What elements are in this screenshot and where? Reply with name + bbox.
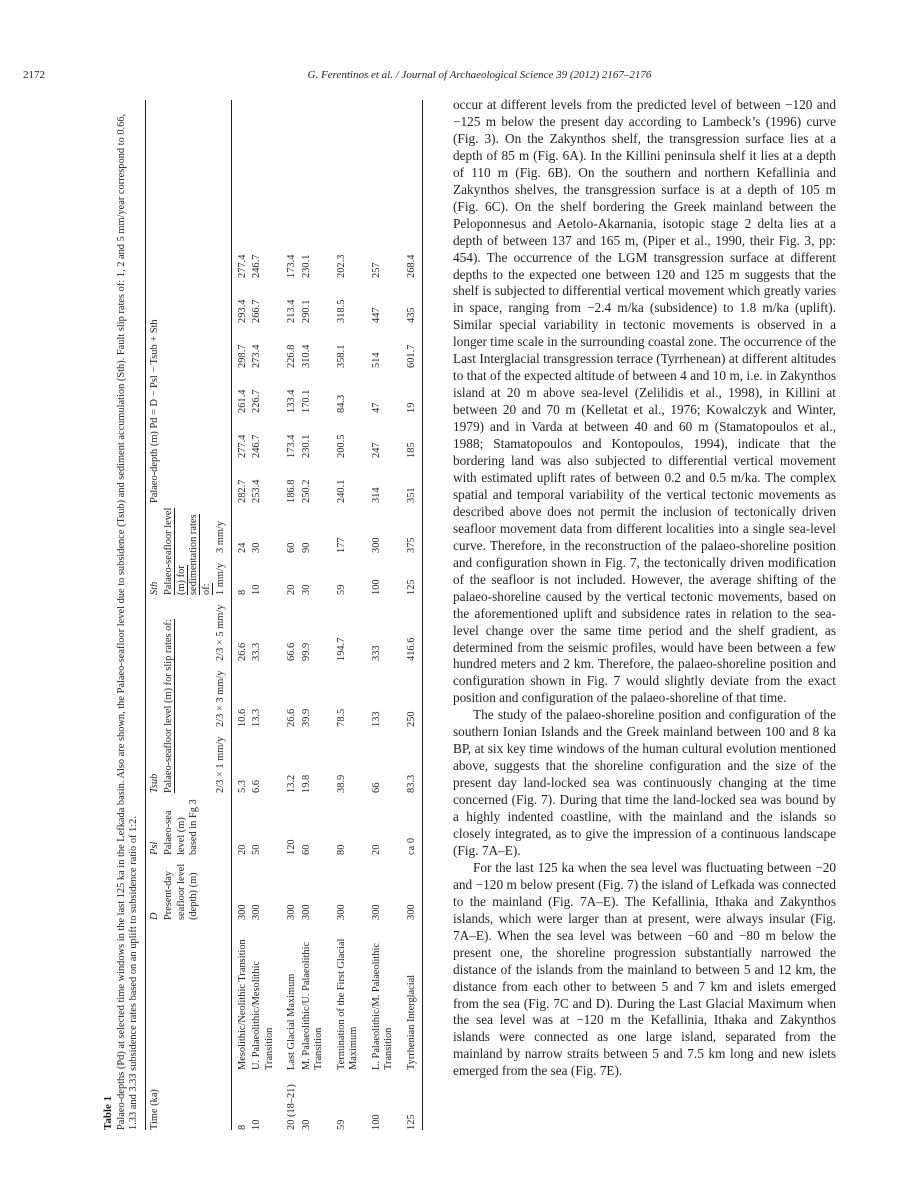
- table-cell-t3: 194.7: [335, 637, 347, 661]
- table-cell-t3: 33.3: [251, 642, 262, 661]
- table-cell-p6: 268.4: [397, 100, 423, 278]
- table-cell-p3: 170.1: [300, 389, 312, 413]
- header-slip-1: 2/3 × 1 mm/y: [214, 727, 231, 793]
- table-cell-p6: 277.4: [236, 254, 248, 278]
- table-cell-p1: 240.1: [335, 479, 347, 503]
- table-cell-s2: 177: [335, 537, 347, 553]
- table-row: [250, 100, 277, 1130]
- table-cell-name: U. Palaeolithic/Mesolithic Transition: [251, 960, 275, 1070]
- table-row: [300, 100, 327, 1130]
- table-cell-D: 300: [286, 904, 297, 920]
- table-cell-t2: 10.6: [236, 708, 248, 727]
- table-cell-p2: 200.5: [335, 434, 347, 458]
- table-cell-time: 30: [300, 1119, 312, 1130]
- table-cell-D: 300: [251, 904, 262, 920]
- table-cell-p3: 226.7: [251, 389, 262, 413]
- table-cell-D: 300: [236, 904, 248, 920]
- data-table: [145, 100, 424, 1130]
- table-cell-s1: 125: [397, 553, 423, 595]
- table-cell-p5: 447: [370, 307, 382, 323]
- table-cell-s1: 20: [286, 584, 297, 595]
- header-present-day: Present-day seafloor level (depth) (m): [163, 863, 199, 920]
- table-cell-time: 100: [370, 1114, 382, 1130]
- table-cell-D: 300: [397, 855, 423, 920]
- table-cell-t1: 13.2: [286, 774, 297, 793]
- table-row: [397, 100, 423, 1130]
- table-cell-p1: 282.7: [236, 479, 248, 503]
- table-caption: Palaeo-depths (Pd) at selected time windows in the last 125 ka in the Lefkada basin. Also are shown, the Palaeo-seafloor level due to subsidence (Tsub) and sediment accumulation (Sth). Fault slip rates of: 1, 2 and 5 mm/year correspond to 0.66, 1.33 and 3.33 subsidence rates based on an uplift to subsidence ratio of 1:2.: [115, 113, 139, 1130]
- header-sed-2: 3 mm/y: [214, 503, 231, 553]
- table-cell-p4: 310.4: [300, 344, 312, 368]
- table-cell-p4: 514: [370, 352, 382, 368]
- table-cell-p5: 435: [397, 278, 423, 323]
- table-cell-Psl: ca 0: [397, 793, 423, 855]
- table-cell-p5: 318.5: [335, 299, 347, 323]
- header-time: Time (ka): [145, 920, 162, 1130]
- table-cell-time: 8: [236, 1124, 248, 1130]
- running-title: G. Ferentinos et al. / Journal of Archaeological Science 39 (2012) 2167–2176: [307, 69, 652, 81]
- table-cell-s2: 24: [236, 542, 248, 553]
- table-cell-p3: 19: [397, 368, 423, 413]
- table-cell-time: 20 (18–21): [286, 1084, 297, 1130]
- table-cell-s2: 300: [370, 537, 382, 553]
- table-cell-D: 300: [335, 904, 347, 920]
- table-cell-p2: 247: [370, 442, 382, 458]
- table-cell-p1: 250.2: [300, 479, 312, 503]
- table-cell-p3: 84.3: [335, 394, 347, 413]
- table-body: [231, 100, 423, 1130]
- table-cell-p6: 173.4: [286, 254, 297, 278]
- table-row: [362, 100, 397, 1130]
- table-cell-p6: 257: [370, 262, 382, 278]
- table-cell-p6: 246.7: [251, 254, 262, 278]
- table-cell-t2: 39.9: [300, 708, 312, 727]
- table-cell-t3: 99.9: [300, 642, 312, 661]
- table-cell-name: Mesolithic/Neolithic Transition: [236, 939, 248, 1070]
- table-cell-p5: 213.4: [286, 299, 297, 323]
- table-cell-name: Tyrrhenian Interglacial: [397, 920, 423, 1070]
- table-cell-p6: 230.1: [300, 254, 312, 278]
- table-cell-t2: 250: [397, 661, 423, 727]
- table-cell-p3: 133.4: [286, 389, 297, 413]
- header-slip-2: 2/3 × 3 mm/y: [214, 661, 231, 727]
- table-cell-t2: 13.3: [251, 708, 262, 727]
- paragraph-1: occur at different levels from the predicted level of between −120 and −125 m below the present day according to Lambeck’s (1996) curve (Fig. 3). On the Zakynthos shelf, the transgression surface lies at a depth of 85 m (Fig. 6A). In the Killini peninsula shelf it lies at a depth of 110 m (Fig. 6B). On the southern and northern Kefallinia and Zakynthos shelves, the transgression surface is at a depth of 105 m (Fig. 6C). On the shelf bordering the Greek mainland between the Peloponnesus and Aetolo-Akarnania, isotopic stage 2 delta lies at a depth of between 137 and 165 m, (Piper et al., 1990, their Fig. 3, pp: 454). The occurrence of the LGM transgression surface at different depths to the expected one between 120 and 125 m suggests that the shelf is subjected to differential vertical movement which greatly varies in space, ranging from −2.4 m/ka (subsidence) to 1.8 m/ka (uplift). Similar special variability in tectonic movements is observed in a longer time scale in the surrounding coastal zone. The occurrence of the Last Interglacial transgression terrace (Tyrrhenean) at different altitudes to that of the expected altitude of between 4 and 10 m, i.e. in Zakynthos island at 20 m above sea-level (Zelilidis et al., 1998), in Killini at between 20 and 70 m (Kelletat et al., 1976; Kowalczyk and Winter, 1979) and in Varda at between 40 and 60 m (Stamatopoulos et al., 1988; Stamatopoulos and Kontopoulos, 1994), indicate that the bordering land was also subjected to differential vertical movement with estimated uplift rates of between 0.2 and 0.5 m/ka. The complex spatial and temporal variability of the vertical tectonic movements as described above does not permit the inclusion of tectonically driven seafloor movement data from different localities into a single sea-level curve. Therefore, in the reconstruction of the palaeo-shoreline position and configuration shown in Fig. 7, the tectonically driven modification of the seafloor is not included. However, the average shifting of the palaeo-shoreline caused by the vertical tectonic movements, based on the aforementioned uplift and subsidence rates in relation to the sea-level change over the same time period and the shelf gradient, as determined from the seismic profiles, would have been between a few hundred meters and 2 km. Therefore, the palaeo-shoreline position and configuration shown in Fig. 7 would slightly deviate from the exact position and configuration of the palaeo-shoreline of that time.: [453, 97, 836, 706]
- table-cell-name: Termination of the First Glacial Maximum: [335, 938, 359, 1070]
- header-psl: Psl: [145, 793, 162, 855]
- table-row: [277, 100, 300, 1130]
- table-cell-p1: 186.8: [286, 479, 297, 503]
- header-slip-rates: Palaeo-seafloor level (m) for slip rates of:: [163, 619, 174, 793]
- table-cell-s1: 59: [335, 584, 347, 595]
- table-cell-p2: 246.7: [251, 434, 262, 458]
- table-cell-t3: 333: [370, 645, 382, 661]
- header-sed-1: 1 mm/y: [214, 553, 231, 595]
- table-label: Table 1: [102, 1095, 114, 1130]
- table-cell-time: 59: [335, 1119, 347, 1130]
- table-cell-t1: 5.3: [236, 779, 248, 793]
- table-cell-Psl: 20: [236, 844, 248, 855]
- table-cell-p5: 293.4: [236, 299, 248, 323]
- table-cell-s2: 375: [397, 503, 423, 553]
- table-cell-p2: 230.1: [300, 434, 312, 458]
- table-cell-t3: 26.6: [236, 642, 248, 661]
- table-cell-p5: 290.1: [300, 299, 312, 323]
- table-cell-p1: 351: [397, 458, 423, 503]
- table-cell-p6: 202.3: [335, 254, 347, 278]
- table-cell-s1: 10: [251, 584, 262, 595]
- table-cell-p2: 185: [397, 413, 423, 458]
- table-cell-name: M. Palaeolithic/U. Palaeolithic Transition: [300, 941, 324, 1070]
- header-slip-3: 2/3 × 5 mm/y: [214, 595, 231, 661]
- paragraph-2: The study of the palaeo-shoreline position and configuration of the southern Ionian Islands and the Greek mainland between 100 and 8 ka BP, at six key time windows of the human cultural evolution mentioned above, suggests that the shoreline configuration and the size of the present day land-locked sea was continuously changing at the time concerned (Fig. 7). During that time the land-locked sea was bound by a highly indented coastline, with the mainland and the islands so closely integrated, as to give the impression of a continuous landscape (Fig. 7A–E).: [453, 707, 836, 858]
- table-cell-p5: 266.7: [251, 299, 262, 323]
- table-cell-p2: 173.4: [286, 434, 297, 458]
- header-sed-rates: Palaeo-seafloor level (m) for sedimentation rates of:: [163, 507, 212, 595]
- table-cell-Psl: 80: [335, 844, 347, 855]
- table-cell-time: 10: [251, 1119, 262, 1130]
- table-cell-name: L. Palaeolithic/M. Palaeolithic Transition: [370, 943, 394, 1070]
- table-cell-t2: 133: [370, 711, 382, 727]
- table-cell-s1: 8: [236, 589, 248, 595]
- table-cell-p4: 601.7: [397, 323, 423, 368]
- table-cell-s2: 60: [286, 542, 297, 553]
- table-cell-p1: 253.4: [251, 479, 262, 503]
- table-cell-p4: 226.8: [286, 344, 297, 368]
- running-head: [0, 69, 899, 81]
- header-palaeo-sea: Palaeo-sea level (m) based in Fg 3: [163, 799, 199, 855]
- table-cell-t1: 19.8: [300, 774, 312, 793]
- table-cell-t2: 78.5: [335, 708, 347, 727]
- table-cell-t2: 26.6: [286, 708, 297, 727]
- table-cell-s2: 30: [251, 542, 262, 553]
- header-d: D: [145, 855, 162, 920]
- header-sth: Sth: [145, 503, 162, 595]
- table-cell-s1: 30: [300, 584, 312, 595]
- table-cell-p3: 261.4: [236, 389, 248, 413]
- table-cell-t1: 6.6: [251, 779, 262, 793]
- table-cell-s2: 90: [300, 542, 312, 553]
- table-cell-Psl: 60: [300, 844, 312, 855]
- table-cell-p1: 314: [370, 487, 382, 503]
- table-cell-D: 300: [300, 904, 312, 920]
- paragraph-3: For the last 125 ka when the sea level was fluctuating between −20 and −120 m below present (Fig. 7) the island of Lefkada was connected to the mainland (Fig. 7A–E). The Kefallinia, Ithaka and Zakynthos islands, which were larger than at present, were always insular (Fig. 7A–E). When the sea level was between −60 and −80 m below the present one, the shoreline progression substantially narrowed the distance of the islands from the mainland to between 5 and 12 km, the distance from each other to between 5 and 7 km and islets emerged from the sea (Fig. 7C and D). During the Last Glacial Maximum when the sea level was at −120 m the Kefallinia, Ithaka and Zakynthos islands were connected as one large island, separated from the mainland by narrow straits between 5 and 7.5 km long and new islets emerged from the sea (Fig. 7E).: [453, 859, 836, 1079]
- header-palaeo-depth: Palaeo-depth (m) Pd = D − Psl − Tsub + Sth: [145, 100, 162, 503]
- table-cell-D: 300: [370, 904, 382, 920]
- page-number: 2172: [23, 69, 45, 81]
- header-tsub: Tsub: [145, 595, 162, 793]
- table-cell-t1: 83.3: [397, 727, 423, 793]
- table-cell-p3: 47: [370, 402, 382, 413]
- table-area: [102, 100, 437, 1130]
- table-cell-Psl: 50: [251, 844, 262, 855]
- table-cell-p2: 277.4: [236, 434, 248, 458]
- table-row: [231, 100, 250, 1130]
- table-cell-time: 125: [397, 1070, 423, 1130]
- table-cell-p4: 273.4: [251, 344, 262, 368]
- table-cell-name: Last Glacial Maximum: [286, 973, 297, 1070]
- table-cell-t3: 66.6: [286, 642, 297, 661]
- table-cell-Psl: 20: [370, 844, 382, 855]
- table-cell-t1: 38.9: [335, 774, 347, 793]
- table-cell-t3: 416.6: [397, 595, 423, 661]
- table-1: [102, 100, 437, 1130]
- table-cell-p4: 358.1: [335, 344, 347, 368]
- body-text: [453, 97, 836, 1080]
- table-cell-t1: 66: [370, 782, 382, 793]
- table-cell-s1: 100: [370, 579, 382, 595]
- table-row: [327, 100, 362, 1130]
- table-cell-Psl: 120: [286, 839, 297, 855]
- table-cell-p4: 298.7: [236, 344, 248, 368]
